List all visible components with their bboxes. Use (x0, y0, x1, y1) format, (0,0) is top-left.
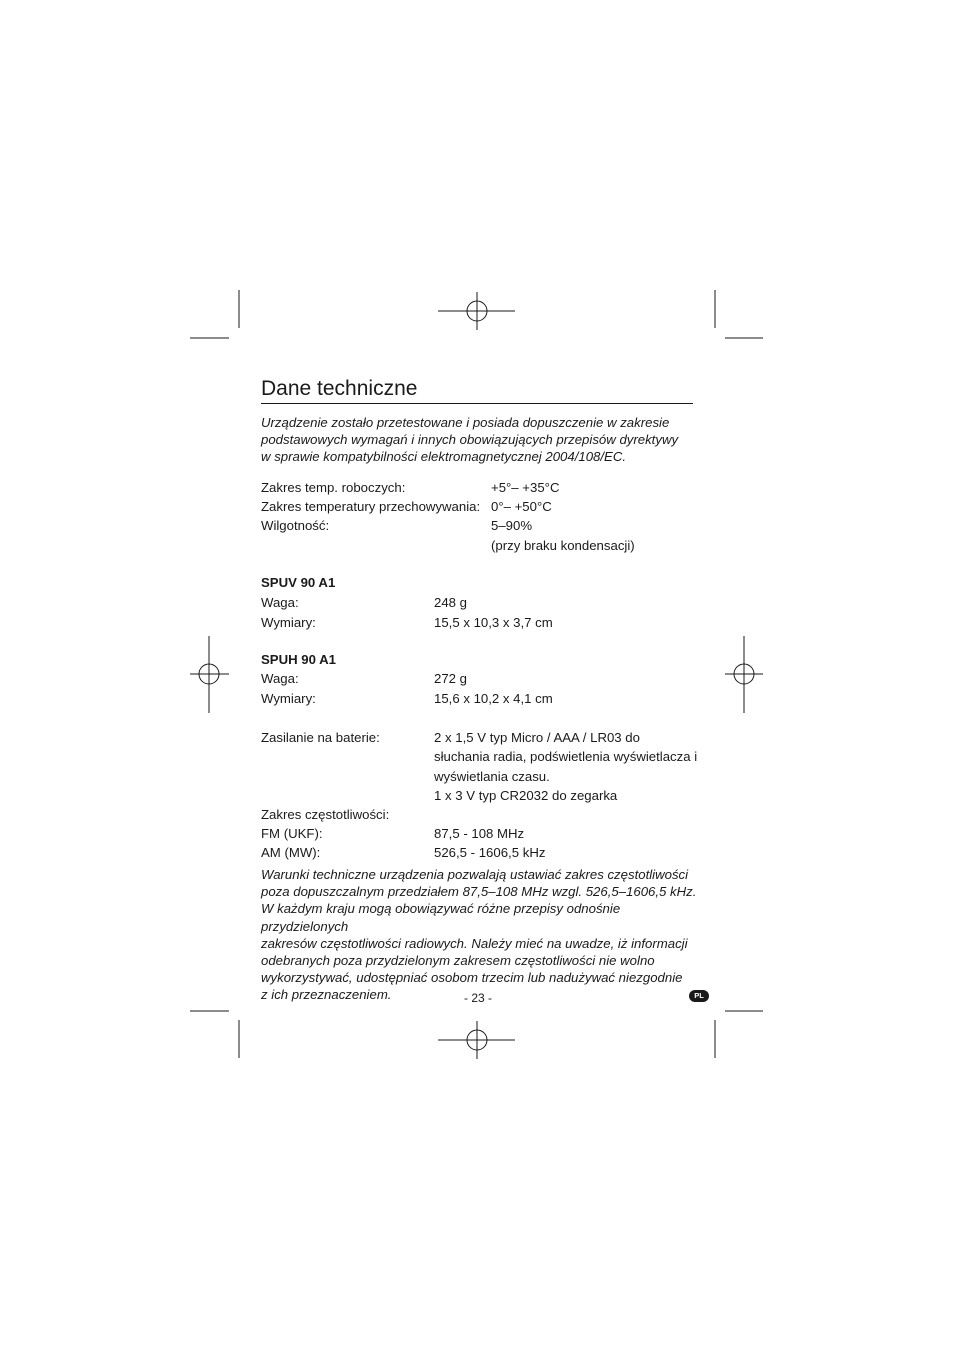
registration-mark-icon (438, 1021, 515, 1059)
page-title: Dane techniczne (261, 377, 418, 400)
registration-mark-icon (438, 292, 515, 330)
power-description: 2 x 1,5 V typ Micro / AAA / LR03 do słuchania radia, podświetlenia wyświetlacza i wyświetlania czasu. 1 x 3 V typ CR2032 do zegarka (434, 730, 698, 804)
intro-paragraph: Urządzenie zostało przetestowane i posiada dopuszczenie w zakresie podstawowych wymagań i innych obowiązujących przepisów dyrektywy w sprawie kompatybilności elektromagnetycznej 2004/108/EC. (261, 415, 679, 465)
model-heading: SPUH 90 A1 (261, 652, 337, 667)
model-heading: SPUV 90 A1 (261, 575, 336, 590)
frequency-note-paragraph: Warunki techniczne urządzenia pozwalają ustawiać zakres częstotliwości poza dopuszczalnym przedziałem 87,5–108 MHz wzgl. 526,5–1606,5 kHz. W każdym kraju mogą obowiązywać różne przepisy odnośnie przydzielonych zakresów częstotliwości radiowych. Należy mieć na uwadze, iż informacji odebranych poza przydzielonym zakresem częstotliwości nie wolno wykorzystywać, udostępniać osobom trzecim lub nadużywać niezgodnie z ich przeznaczeniem. (261, 867, 697, 1003)
registration-mark-icon (190, 636, 229, 713)
page-number: - 23 - (463, 991, 492, 1005)
registration-mark-icon (725, 636, 763, 713)
title-divider (261, 403, 693, 404)
language-badge: PL (689, 990, 709, 1002)
